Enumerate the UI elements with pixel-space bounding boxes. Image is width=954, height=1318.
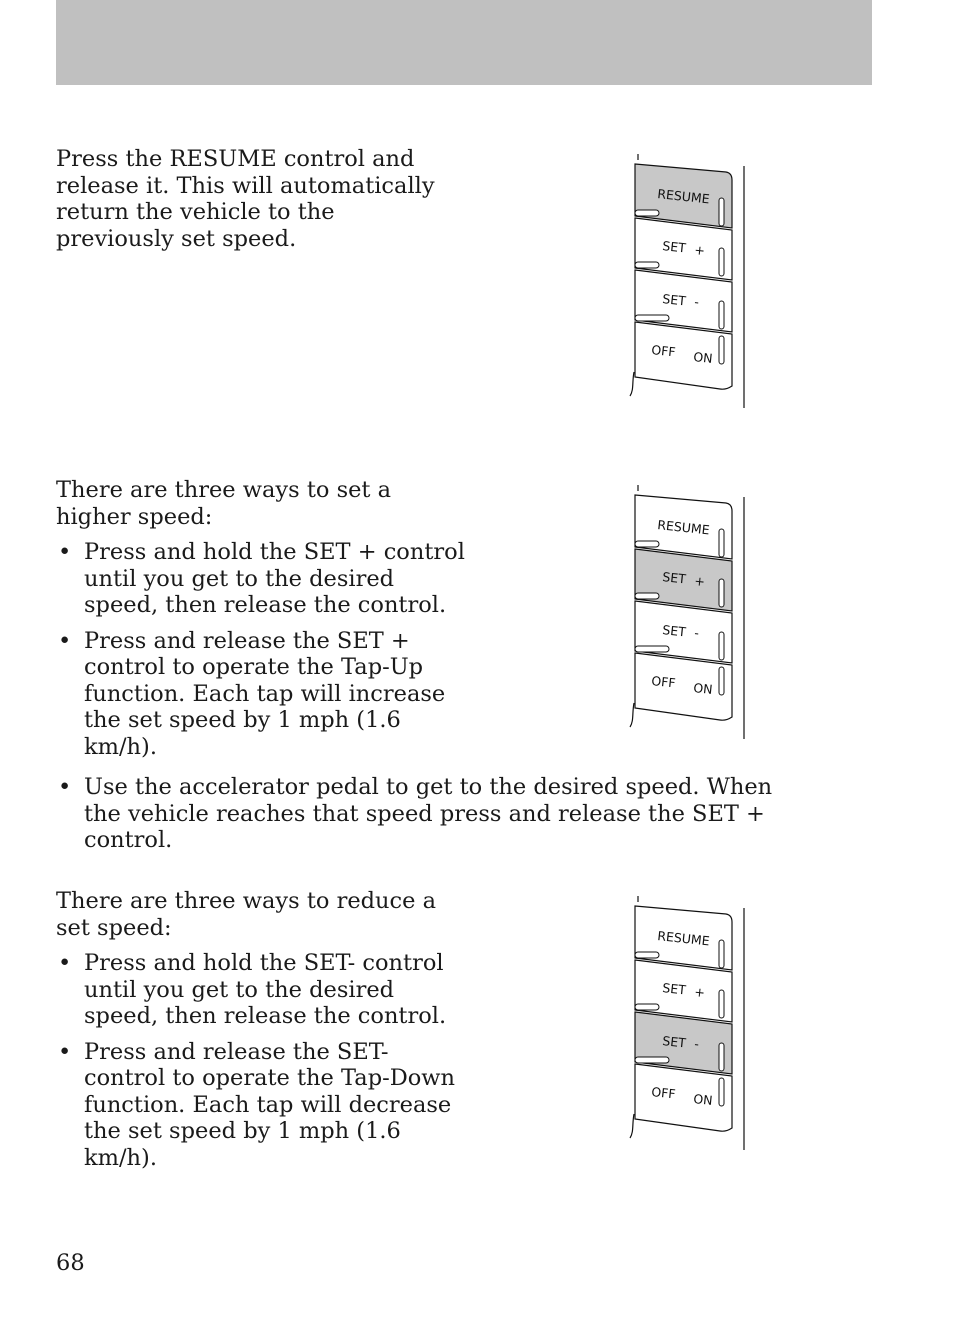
bullet-icon: • xyxy=(58,1038,72,1065)
resume-key xyxy=(635,164,732,228)
resume-key-label: RESUME xyxy=(656,517,711,538)
resume-paragraph: Press the RESUME control and release it. This will automatically return the vehicle to the previously set speed. xyxy=(56,146,435,252)
cruise-control-switch-set-plus-highlighted xyxy=(626,481,752,741)
set-minus-key-sign: - xyxy=(693,625,700,641)
resume-instructions xyxy=(56,146,456,252)
list-item-text: Use the accelerator pedal to get to the desired speed. When the vehicle reaches that speed press and release the SET + control. xyxy=(84,774,773,853)
list-item xyxy=(56,774,816,854)
set-plus-key-label: SET xyxy=(661,238,687,256)
bullet-icon: • xyxy=(58,950,72,976)
on-label: ON xyxy=(692,1091,714,1108)
resume-key-label: RESUME xyxy=(656,186,711,207)
on-label: ON xyxy=(692,349,714,366)
list-item xyxy=(56,1039,466,1172)
off-label: OFF xyxy=(650,673,677,691)
bullet-icon: • xyxy=(58,627,72,654)
higher-speed-list xyxy=(56,539,466,760)
list-item-text: Press and hold the SET- control until you get to the desired speed, then release the control. xyxy=(84,950,447,1029)
bullet-icon: • xyxy=(58,539,72,565)
set-plus-key-label: SET xyxy=(661,569,687,587)
off-label: OFF xyxy=(650,342,677,360)
list-item xyxy=(56,628,466,761)
set-plus-key-sign: + xyxy=(693,242,706,259)
cruise-control-switch-set-minus-highlighted xyxy=(626,892,752,1152)
list-item-text: Press and release the SET- control to operate the Tap-Down function. Each tap will decrease the set speed by 1 mph (1.6 km/h). xyxy=(84,1038,456,1171)
higher-speed-instructions xyxy=(56,477,466,769)
off-on-key xyxy=(635,653,732,720)
set-plus-key-label: SET xyxy=(661,980,687,998)
higher-speed-wide-item xyxy=(56,774,816,863)
set-minus-key xyxy=(635,270,732,332)
set-plus-key xyxy=(635,960,732,1022)
set-plus-key xyxy=(635,218,732,280)
cruise-control-switch-resume-highlighted xyxy=(626,150,752,410)
reduce-speed-list xyxy=(56,950,466,1171)
set-minus-key-label: SET xyxy=(661,1033,687,1051)
off-on-key xyxy=(635,322,732,389)
set-minus-key-label: SET xyxy=(661,622,687,640)
resume-key-label: RESUME xyxy=(656,928,711,949)
reduce-speed-intro: There are three ways to reduce a set speed: xyxy=(56,888,437,941)
set-minus-key xyxy=(635,601,732,663)
page-number: 68 xyxy=(56,1250,85,1276)
higher-speed-intro: There are three ways to set a higher speed: xyxy=(56,477,392,530)
resume-key xyxy=(635,495,732,559)
set-minus-key-sign: - xyxy=(693,294,700,310)
set-plus-key xyxy=(635,549,732,611)
list-item xyxy=(56,539,466,619)
reduce-speed-instructions xyxy=(56,888,466,1180)
bullet-icon: • xyxy=(58,774,72,800)
header-band xyxy=(56,0,872,85)
set-plus-key-sign: + xyxy=(693,984,706,1001)
resume-key xyxy=(635,906,732,970)
set-minus-key-label: SET xyxy=(661,291,687,309)
set-plus-key-sign: + xyxy=(693,573,706,590)
higher-speed-list-continued xyxy=(56,774,816,854)
list-item xyxy=(56,950,466,1030)
on-label: ON xyxy=(692,680,714,697)
list-item-text: Press and hold the SET + control until you get to the desired speed, then release the control. xyxy=(84,539,465,618)
off-on-key xyxy=(635,1064,732,1131)
off-label: OFF xyxy=(650,1084,677,1102)
set-minus-key-sign: - xyxy=(693,1036,700,1052)
set-minus-key xyxy=(635,1012,732,1074)
list-item-text: Press and release the SET + control to operate the Tap-Up function. Each tap will increase the set speed by 1 mph (1.6 km/h). xyxy=(84,627,446,760)
